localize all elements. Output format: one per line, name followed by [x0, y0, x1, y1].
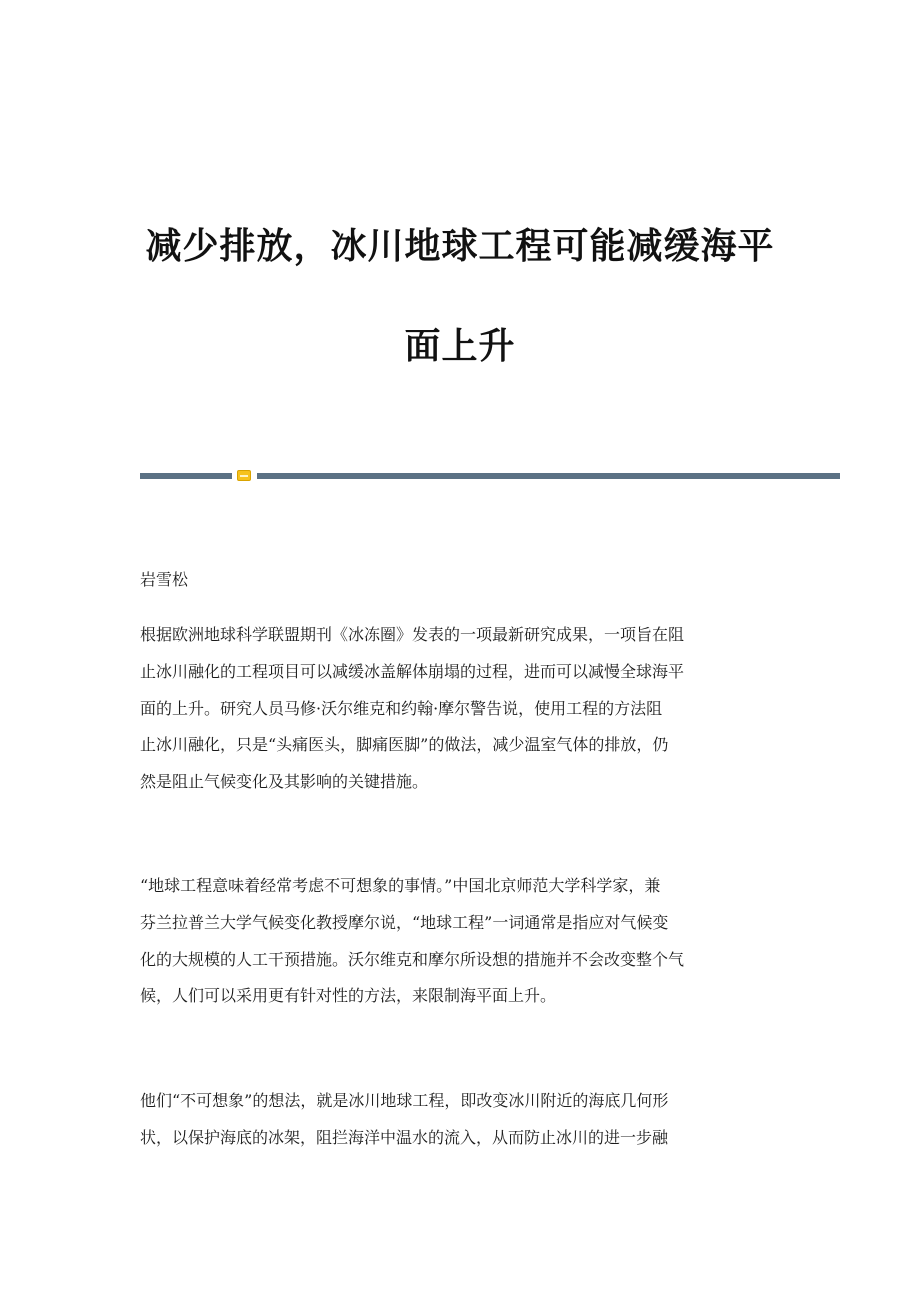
paragraph-line: 止冰川融化，只是“头痛医头，脚痛医脚”的做法，减少温室气体的排放，仍: [140, 735, 669, 755]
paragraph-line: 止冰川融化的工程项目可以减缓冰盖解体崩塌的过程，进而可以减慢全球海平: [140, 661, 685, 681]
article-title-line-2: 面上升: [404, 326, 516, 367]
paragraph-line: 面的上升。研究人员马修·沃尔维克和约翰·摩尔警告说，使用工程的方法阻: [140, 698, 663, 718]
paragraph-line: 候，人们可以采用更有针对性的方法，来限制海平面上升。: [140, 986, 557, 1006]
paragraph-line: “地球工程意味着经常考虑不可想象的事情。”中国北京师范大学科学家，兼: [140, 876, 661, 895]
paragraph-line: 然是阻止气候变化及其影响的关键措施。: [140, 772, 429, 792]
author-name: 岩雪松: [140, 570, 189, 589]
paragraph-line: 芬兰拉普兰大学气候变化教授摩尔说，“地球工程”一词通常是指应对气候变: [140, 912, 669, 932]
divider-bar-right: [257, 473, 840, 479]
paragraph-line: 他们“不可想象”的想法，就是冰川地球工程，即改变冰川附近的海底几何形: [140, 1091, 669, 1110]
divider-bar-left: [140, 473, 232, 479]
paragraph-line: 化的大规模的人工干预措施。沃尔维克和摩尔所设想的措施并不会改变整个气: [140, 949, 685, 969]
paragraph-2: [140, 868, 780, 1015]
paragraph-line: 根据欧洲地球科学联盟期刊《冰冻圈》发表的一项最新研究成果，一项旨在阻: [140, 625, 685, 644]
paragraph-3: [140, 1083, 780, 1157]
paragraph-1: [140, 617, 780, 801]
title-divider: [140, 470, 840, 482]
paragraph-line: 状，以保护海底的冰架，阻拦海洋中温水的流入，从而防止冰川的进一步融: [140, 1127, 669, 1147]
envelope-icon: [237, 470, 251, 481]
article-title-line-1: 减少排放，冰川地球工程可能减缓海平: [145, 226, 775, 267]
